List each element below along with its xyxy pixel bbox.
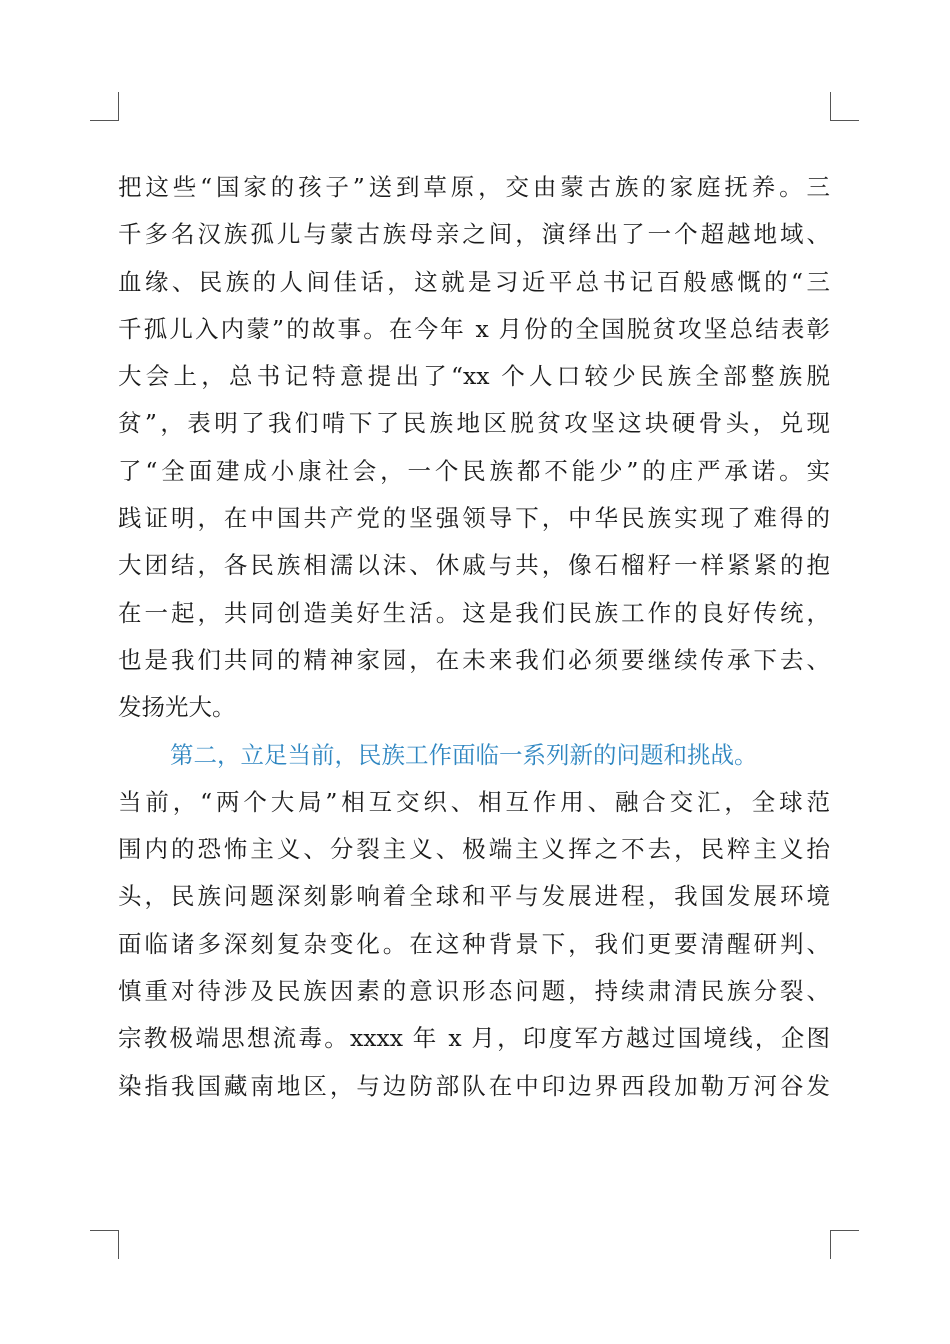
text-line: 大团结，各民族相濡以沫、休戚与共，像石榴籽一样紧紧的抱	[118, 551, 830, 580]
crop-mark-bottom-left	[90, 1230, 119, 1259]
text-line: 也是我们共同的精神家园，在未来我们必须要继续传承下去、	[118, 645, 830, 674]
text-line: 慎重对待涉及民族因素的意识形态问题，持续肃清民族分裂、	[118, 977, 830, 1006]
text-line: 宗教极端思想流毒。xxxx 年 x 月，印度军方越过国境线，企图	[118, 1024, 830, 1053]
section-heading: 第二，立足当前，民族工作面临一系列新的问题和挑战。	[170, 740, 758, 769]
text-line: 头，民族问题深刻影响着全球和平与发展进程，我国发展环境	[118, 882, 830, 911]
crop-mark-top-right	[830, 92, 859, 121]
text-line: 在一起，共同创造美好生活。这是我们民族工作的良好传统，	[118, 598, 830, 627]
text-line: 践证明，在中国共产党的坚强领导下，中华民族实现了难得的	[118, 504, 830, 533]
text-line: 了“全面建成小康社会，一个民族都不能少”的庄严承诺。实	[118, 456, 830, 485]
text-line: 当前，“两个大局”相互交织、相互作用、融合交汇，全球范	[118, 787, 830, 816]
text-line: 贫”，表明了我们啃下了民族地区脱贫攻坚这块硬骨头，兑现	[118, 409, 830, 438]
text-line: 发扬光大。	[118, 693, 236, 722]
text-line: 大会上，总书记特意提出了“xx 个人口较少民族全部整族脱	[118, 362, 830, 391]
text-line: 千孤儿入内蒙”的故事。在今年 x 月份的全国脱贫攻坚总结表彰	[118, 314, 830, 343]
text-line: 面临诸多深刻复杂变化。在这种背景下，我们更要清醒研判、	[118, 929, 830, 958]
crop-mark-top-left	[90, 92, 119, 121]
text-line: 血缘、民族的人间佳话，这就是习近平总书记百般感慨的“三	[118, 267, 830, 296]
body-text	[118, 164, 830, 1110]
text-line: 染指我国藏南地区，与边防部队在中印边界西段加勒万河谷发	[118, 1071, 830, 1100]
text-line: 千多名汉族孤儿与蒙古族母亲之间，演绎出了一个超越地域、	[118, 220, 830, 249]
text-line: 围内的恐怖主义、分裂主义、极端主义挥之不去，民粹主义抬	[118, 835, 830, 864]
text-line: 把这些“国家的孩子”送到草原，交由蒙古族的家庭抚养。三	[118, 173, 830, 201]
crop-mark-bottom-right	[830, 1230, 859, 1259]
